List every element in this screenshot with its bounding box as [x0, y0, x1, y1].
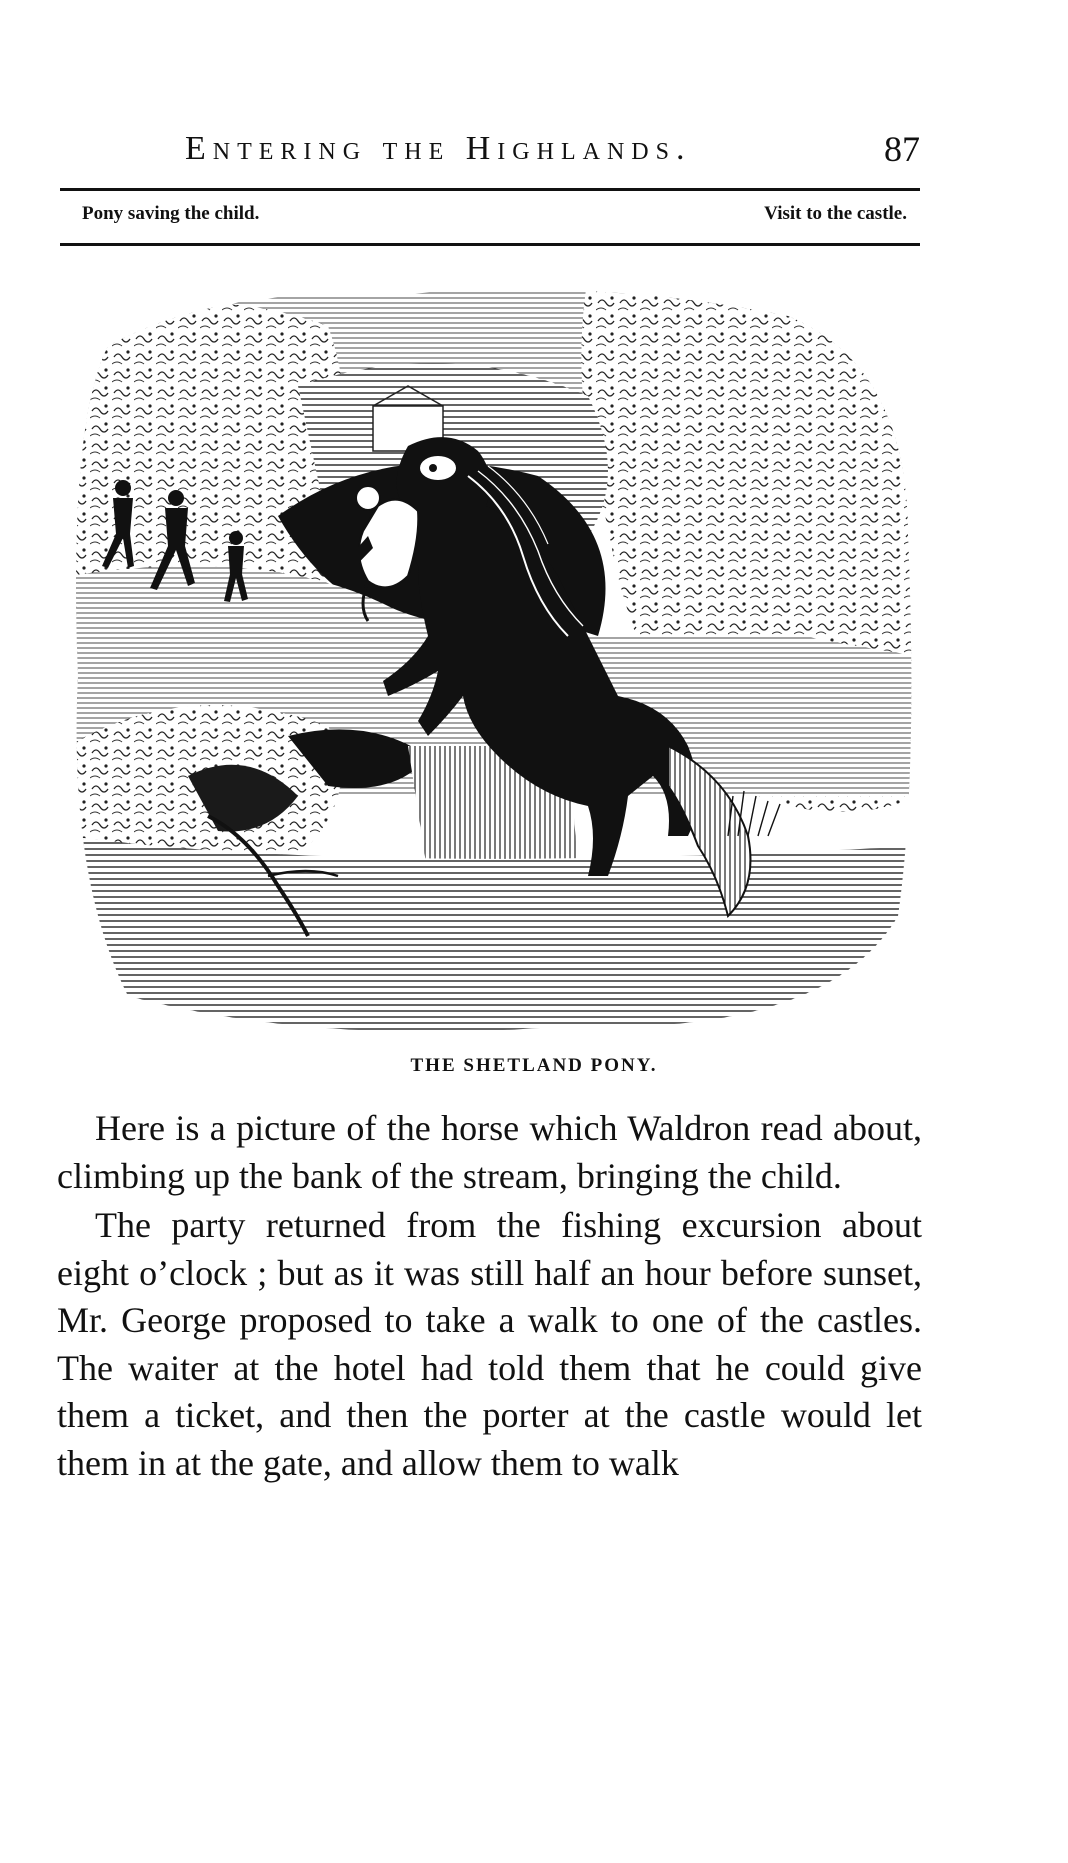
subhead-right: Visit to the castle. [764, 203, 907, 224]
paragraph: The party returned from the fishing excursion about eight o’clock ; but as it was still half an hour before sunset, Mr. George proposed to take a walk to one of the castles. The waiter at the hotel had told them that he could give them a ticket, and then the porter at the castle would let them in at the gate, and allow them to walk [57, 1205, 922, 1483]
paragraph: Here is a picture of the horse which Waldron read about, climbing up the bank of the stream, bringing the child. [57, 1108, 922, 1196]
subhead-left: Pony saving the child. [82, 203, 260, 224]
running-head [60, 122, 920, 172]
shetland-pony-engraving [68, 276, 918, 1046]
header-rule-bottom [60, 243, 920, 246]
illustration-caption: THE SHETLAND PONY. [410, 1055, 658, 1076]
header-rule-top [60, 188, 920, 191]
running-title: Entering the Highlands. [185, 130, 692, 167]
body-text [57, 1105, 922, 1487]
page-number: 87 [884, 129, 920, 169]
